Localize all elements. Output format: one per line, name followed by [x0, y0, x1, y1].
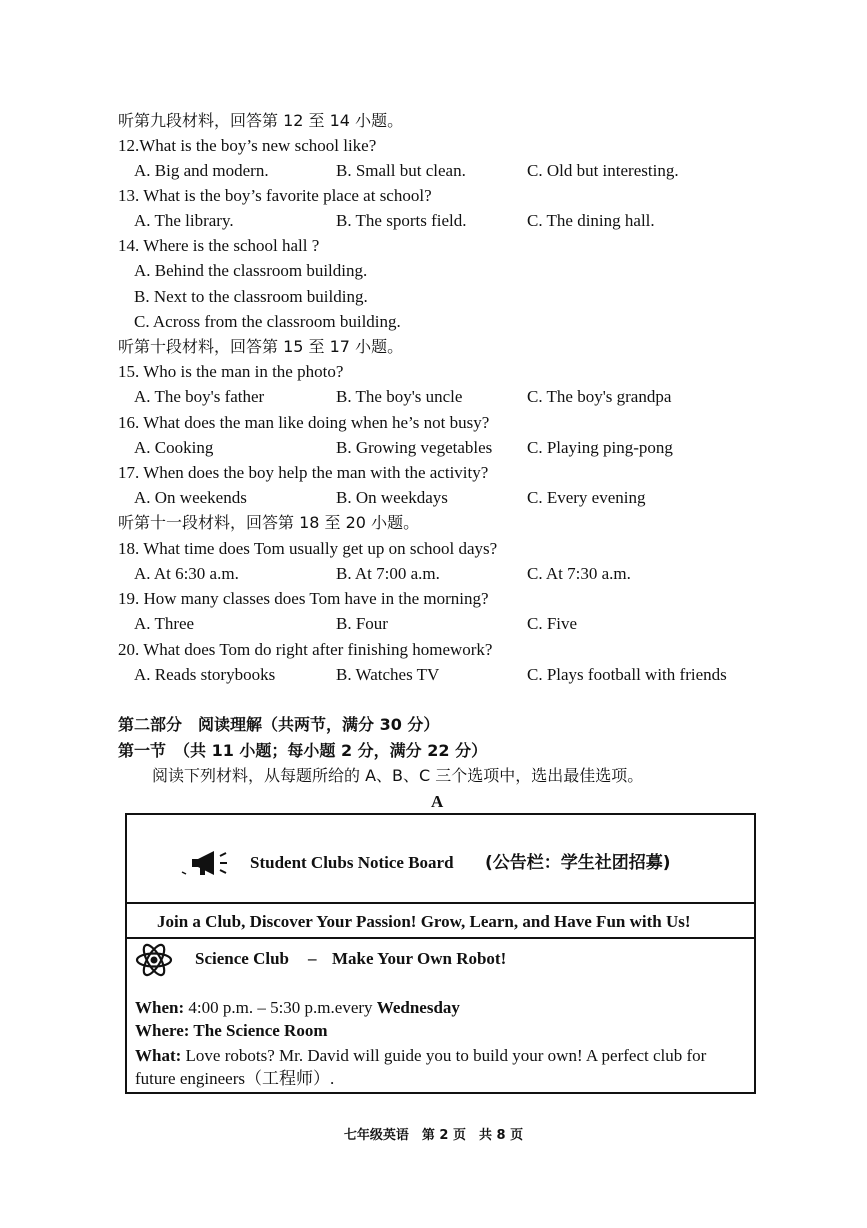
question-20: 20. What does Tom do right after finishing homework?	[118, 640, 493, 659]
q13-option-a: A. The library.	[134, 211, 234, 230]
q20-option-b: B. Watches TV	[336, 665, 440, 684]
q19-option-c: C. Five	[527, 614, 578, 633]
megaphone-icon	[180, 848, 240, 878]
q12-option-a: A. Big and modern.	[134, 161, 269, 180]
q15-option-b: B. The boy's uncle	[336, 387, 463, 406]
q14-option-a: A. Behind the classroom building.	[134, 261, 368, 280]
question-19: 19. How many classes does Tom have in the morning?	[118, 589, 489, 608]
part2-instruction: 阅读下列材料，从每题所给的 A、B、C 三个选项中，选出最佳选项。	[152, 766, 644, 785]
part2-subheading: 第一节 （共 11 小题；每小题 2 分，满分 22 分）	[118, 741, 488, 760]
q14-option-c: C. Across from the classroom building.	[134, 312, 401, 331]
divider	[127, 902, 754, 904]
club-name: Science Club	[195, 949, 289, 968]
when-line	[135, 997, 460, 1019]
what-value: Love robots? Mr. David will guide you to build your own! A perfect club for	[185, 1046, 707, 1065]
where-label: Where:	[135, 1021, 190, 1040]
q18-option-a: A. At 6:30 a.m.	[134, 564, 239, 583]
club-dash: –	[308, 949, 317, 968]
q18-option-b: B. At 7:00 a.m.	[336, 564, 440, 583]
q17-option-a: A. On weekends	[134, 488, 247, 507]
divider	[127, 937, 754, 939]
part2-heading: 第二部分 阅读理解（共两节，满分 30 分）	[118, 715, 440, 734]
q12-option-b: B. Small but clean.	[336, 161, 466, 180]
question-14: 14. Where is the school hall ?	[118, 236, 320, 255]
notice-slogan: Join a Club, Discover Your Passion! Grow, Learn, and Have Fun with Us!	[157, 912, 691, 931]
question-16: 16. What does the man like doing when he’s not busy?	[118, 413, 490, 432]
page-footer: 七年级英语 第 2 页 共 8 页	[343, 1128, 524, 1143]
question-17: 17. When does the boy help the man with the activity?	[118, 463, 489, 482]
question-13: 13. What is the boy’s favorite place at school?	[118, 186, 432, 205]
when-label: When:	[135, 998, 185, 1017]
q13-option-c: C. The dining hall.	[527, 211, 655, 230]
where-line	[135, 1020, 328, 1042]
q19-option-b: B. Four	[336, 614, 388, 633]
q19-option-a: A. Three	[134, 614, 195, 633]
q20-option-a: A. Reads storybooks	[134, 665, 276, 684]
q16-option-c: C. Playing ping-pong	[527, 438, 673, 457]
question-12: 12.What is the boy’s new school like?	[118, 136, 377, 155]
section9-heading: 听第九段材料，回答第 12 至 14 小题。	[118, 111, 404, 130]
where-value: The Science Room	[193, 1021, 328, 1040]
q15-option-a: A. The boy's father	[134, 387, 265, 406]
q15-option-c: C. The boy's grandpa	[527, 387, 672, 406]
question-15: 15. Who is the man in the photo?	[118, 362, 344, 381]
q17-option-b: B. On weekdays	[336, 488, 448, 507]
club-tagline: Make Your Own Robot!	[332, 949, 507, 968]
notice-title-cn: (公告栏：学生社团招募)	[485, 853, 671, 873]
notice-title: Student Clubs Notice Board	[250, 853, 454, 872]
what-label: What:	[135, 1046, 182, 1065]
q16-option-a: A. Cooking	[134, 438, 214, 457]
passage-label: A	[431, 792, 444, 811]
section10-heading: 听第十段材料，回答第 15 至 17 小题。	[118, 337, 404, 356]
when-value: 4:00 p.m. – 5:30 p.m.every	[188, 998, 373, 1017]
q17-option-c: C. Every evening	[527, 488, 646, 507]
q14-option-b: B. Next to the classroom building.	[134, 287, 368, 306]
q20-option-c: C. Plays football with friends	[527, 665, 727, 684]
what-line	[135, 1045, 706, 1067]
q16-option-b: B. Growing vegetables	[336, 438, 493, 457]
q13-option-b: B. The sports field.	[336, 211, 467, 230]
when-day: Wednesday	[376, 998, 460, 1017]
what-line-2: future engineers（工程师）.	[135, 1069, 335, 1088]
section11-heading: 听第十一段材料，回答第 18 至 20 小题。	[118, 513, 420, 532]
atom-icon	[134, 940, 174, 980]
q12-option-c: C. Old but interesting.	[527, 161, 679, 180]
question-18: 18. What time does Tom usually get up on school days?	[118, 539, 498, 558]
q18-option-c: C. At 7:30 a.m.	[527, 564, 631, 583]
